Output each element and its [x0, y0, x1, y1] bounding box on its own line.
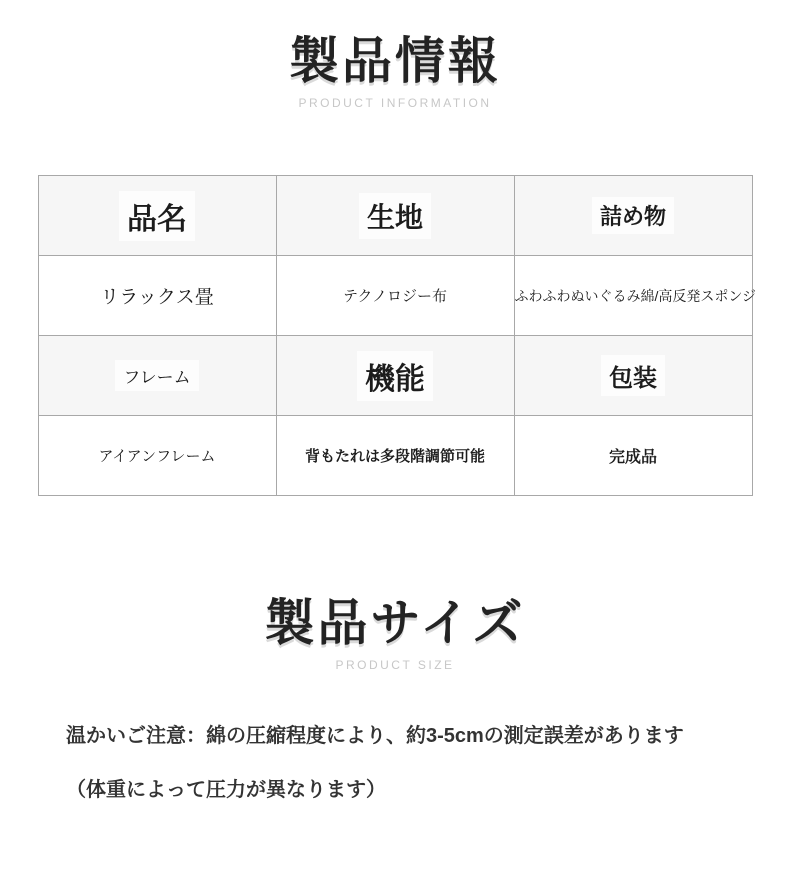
cell-label-item-name-text: 品名 — [119, 191, 195, 241]
cell-label-packaging — [514, 336, 752, 416]
cell-label-item-name — [38, 176, 276, 256]
cell-value-function-text: 背もたれは多段階調節可能 — [304, 448, 485, 465]
table-value-row-1 — [38, 256, 752, 336]
product-info-subtitle: PRODUCT INFORMATION — [298, 96, 492, 110]
cell-value-packaging — [514, 416, 752, 496]
cell-value-function — [276, 416, 514, 496]
product-spec-table — [38, 175, 757, 496]
cell-value-fabric-text: テクノロジー布 — [342, 288, 448, 305]
cell-value-fabric — [276, 256, 514, 336]
table-header-row-2 — [38, 336, 752, 416]
product-info-section-header — [0, 0, 790, 111]
size-caution-line-2: （体重によって圧力が異なります） — [66, 779, 386, 801]
cell-value-stuffing — [514, 256, 757, 336]
cell-label-packaging-text: 包装 — [601, 355, 665, 396]
product-info-title: 製品情報 — [289, 33, 501, 89]
cell-value-stuffing-text: ふわふわぬいぐるみ綿/高反発スポンジ — [514, 287, 757, 304]
cell-label-function — [276, 336, 514, 416]
cell-value-frame-text: アイアンフレーム — [98, 448, 216, 465]
product-size-subtitle: PRODUCT SIZE — [335, 658, 455, 672]
cell-label-fabric — [276, 176, 514, 256]
table-value-row-2 — [38, 416, 752, 496]
cell-label-stuffing-text: 詰め物 — [592, 197, 674, 234]
product-size-section-header — [0, 594, 790, 673]
product-size-title: 製品サイズ — [264, 595, 526, 651]
cell-value-packaging-text: 完成品 — [608, 449, 657, 466]
cell-label-function-text: 機能 — [357, 351, 433, 401]
size-caution-line-1: 温かいご注意：綿の圧縮程度により、約3-5cmの測定誤差があります — [66, 725, 684, 747]
cell-label-fabric-text: 生地 — [359, 193, 431, 239]
cell-label-stuffing — [514, 176, 752, 256]
cell-label-frame — [38, 336, 276, 416]
size-caution-note — [0, 709, 790, 817]
cell-value-item-name — [38, 256, 276, 336]
cell-value-item-name-text: リラックス畳 — [100, 287, 214, 308]
cell-label-frame-text: フレーム — [115, 360, 198, 391]
table-header-row-1 — [38, 176, 752, 256]
cell-value-frame — [38, 416, 276, 496]
